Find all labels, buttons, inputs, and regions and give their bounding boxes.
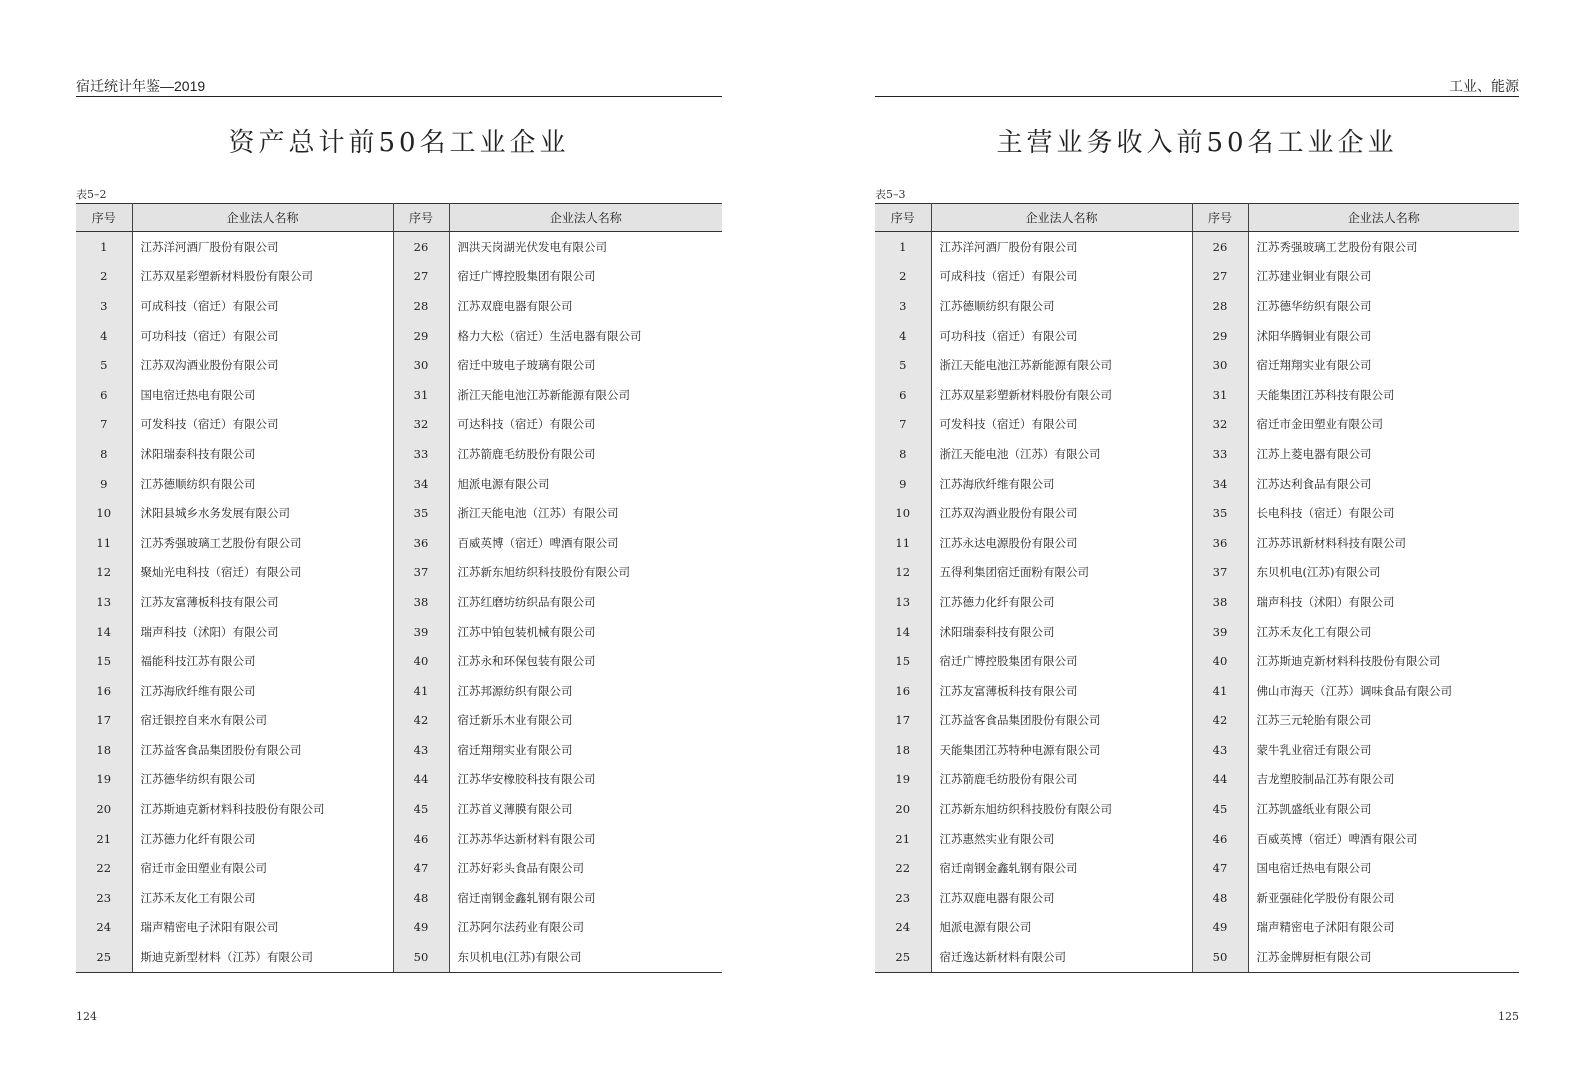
- company-name-cell: 宿迁翔翔实业有限公司: [1256, 358, 1372, 373]
- company-name-cell: 可功科技（宿迁）有限公司: [132, 321, 393, 351]
- col-header-name: 企业法人名称: [132, 204, 393, 232]
- rank-cell: 12: [875, 558, 931, 588]
- rank-cell: 10: [76, 498, 132, 528]
- company-name-cell: 宿迁逸达新材料有限公司: [931, 942, 1192, 972]
- rank-cell: 6: [875, 380, 931, 410]
- col-header-name: 企业法人名称: [449, 204, 722, 232]
- rank-cell: 17: [875, 706, 931, 736]
- table-row: [76, 617, 722, 647]
- rank-cell: 1: [76, 232, 132, 262]
- company-name-cell: 五得利集团宿迁面粉有限公司: [931, 558, 1192, 588]
- company-name-cell: 可成科技（宿迁）有限公司: [132, 291, 393, 321]
- company-name-cell: 福能科技江苏有限公司: [132, 646, 393, 676]
- company-name-cell: 沭阳瑞泰科技有限公司: [132, 439, 393, 469]
- rank-cell: 29: [393, 321, 449, 351]
- left-page: [76, 0, 722, 1077]
- company-name-cell: 江苏双沟酒业股份有限公司: [931, 498, 1192, 528]
- rank-cell: 31: [1192, 380, 1248, 410]
- table-row: [76, 291, 722, 321]
- company-name-cell: 江苏德顺纺织有限公司: [132, 469, 393, 499]
- rank-cell: 23: [76, 883, 132, 913]
- company-name-cell: 江苏德顺纺织有限公司: [931, 291, 1192, 321]
- table-row: [875, 469, 1519, 499]
- company-name-cell: 可发科技（宿迁）有限公司: [132, 410, 393, 440]
- rank-cell: 49: [393, 913, 449, 943]
- company-name-cell: 江苏秀强玻璃工艺股份有限公司: [132, 528, 393, 558]
- company-name-cell: 旭派电源有限公司: [931, 913, 1192, 943]
- table-row: [875, 558, 1519, 588]
- rank-cell: 37: [1192, 558, 1248, 588]
- company-name-cell: 江苏三元轮胎有限公司: [1256, 713, 1372, 728]
- rank-cell: 8: [76, 439, 132, 469]
- company-name-cell: 东贝机电(江苏)有限公司: [1256, 565, 1381, 580]
- col-header-rank: 序号: [1192, 204, 1248, 232]
- company-name-cell: 江苏德力化纤有限公司: [931, 587, 1192, 617]
- running-head-text: 宿迁统计年鉴—2019: [76, 78, 206, 94]
- company-name-cell: 江苏华安橡胶科技有限公司: [457, 772, 596, 787]
- table-row: [76, 794, 722, 824]
- rank-cell: 2: [76, 262, 132, 292]
- rank-cell: 24: [875, 913, 931, 943]
- rank-cell: 16: [76, 676, 132, 706]
- rank-cell: 39: [393, 617, 449, 647]
- rank-cell: 42: [393, 706, 449, 736]
- rank-cell: 41: [393, 676, 449, 706]
- rank-cell: 24: [76, 913, 132, 943]
- rank-cell: 15: [875, 646, 931, 676]
- table-row: [76, 883, 722, 913]
- table-row: [875, 765, 1519, 795]
- company-name-cell: 江苏秀强玻璃工艺股份有限公司: [1256, 239, 1418, 254]
- rank-cell: 21: [76, 824, 132, 854]
- table-row: [875, 498, 1519, 528]
- running-head: [875, 76, 1519, 96]
- rank-cell: 5: [76, 350, 132, 380]
- company-name-cell: 宿迁市金田塑业有限公司: [1256, 417, 1383, 432]
- table-row: [76, 380, 722, 410]
- rank-cell: 30: [393, 350, 449, 380]
- table-row: [875, 291, 1519, 321]
- rank-cell: 31: [393, 380, 449, 410]
- company-name-cell: 泗洪天岗湖光伏发电有限公司: [457, 239, 607, 254]
- rank-cell: 49: [1192, 913, 1248, 943]
- rank-cell: 25: [76, 942, 132, 972]
- company-name-cell: 国电宿迁热电有限公司: [1256, 861, 1372, 876]
- table-body: [76, 232, 722, 973]
- company-name-cell: 瑞声精密电子沭阳有限公司: [1256, 920, 1395, 935]
- company-name-cell: 沭阳华腾铜业有限公司: [1256, 328, 1372, 343]
- company-name-cell: 长电科技（宿迁）有限公司: [1256, 506, 1395, 521]
- company-name-cell: 可功科技（宿迁）有限公司: [931, 321, 1192, 351]
- company-name-cell: 江苏永和环保包装有限公司: [457, 654, 596, 669]
- rank-cell: 46: [393, 824, 449, 854]
- table-body: [875, 232, 1519, 973]
- company-name-cell: 江苏达利食品有限公司: [1256, 476, 1372, 491]
- company-name-cell: 江苏中铂包装机械有限公司: [457, 624, 596, 639]
- rank-cell: 11: [875, 528, 931, 558]
- table-row: [875, 646, 1519, 676]
- table-row: [76, 853, 722, 883]
- company-name-cell: 江苏凯盛纸业有限公司: [1256, 802, 1372, 817]
- rank-cell: 38: [1192, 587, 1248, 617]
- rank-cell: 39: [1192, 617, 1248, 647]
- rank-cell: 8: [875, 439, 931, 469]
- table-row: [875, 706, 1519, 736]
- table-row: [875, 380, 1519, 410]
- table-header-row: [76, 204, 722, 232]
- rank-cell: 43: [1192, 735, 1248, 765]
- company-name-cell: 沭阳瑞泰科技有限公司: [931, 617, 1192, 647]
- rank-cell: 38: [393, 587, 449, 617]
- rank-cell: 10: [875, 498, 931, 528]
- rank-cell: 3: [76, 291, 132, 321]
- company-name-cell: 可达科技（宿迁）有限公司: [457, 417, 596, 432]
- company-name-cell: 江苏禾友化工有限公司: [1256, 624, 1372, 639]
- table-row: [76, 942, 722, 972]
- rank-cell: 28: [1192, 291, 1248, 321]
- table-row: [76, 676, 722, 706]
- company-name-cell: 浙江天能电池（江苏）有限公司: [457, 506, 619, 521]
- rank-cell: 47: [1192, 853, 1248, 883]
- table-row: [76, 321, 722, 351]
- rank-cell: 23: [875, 883, 931, 913]
- page-number: 125: [1498, 1010, 1519, 1023]
- company-name-cell: 可发科技（宿迁）有限公司: [931, 410, 1192, 440]
- rank-cell: 16: [875, 676, 931, 706]
- rank-cell: 4: [875, 321, 931, 351]
- company-name-cell: 江苏箭鹿毛纺股份有限公司: [931, 765, 1192, 795]
- rank-cell: 20: [875, 794, 931, 824]
- company-name-cell: 浙江天能电池江苏新能源有限公司: [457, 387, 630, 402]
- running-head: [76, 76, 722, 96]
- rank-cell: 27: [1192, 262, 1248, 292]
- rank-cell: 14: [875, 617, 931, 647]
- rank-cell: 19: [76, 765, 132, 795]
- rank-cell: 50: [393, 942, 449, 972]
- company-name-cell: 宿迁翔翔实业有限公司: [457, 742, 573, 757]
- rank-cell: 36: [393, 528, 449, 558]
- table-row: [76, 735, 722, 765]
- table-row: [76, 646, 722, 676]
- company-name-cell: 瑞声科技（沭阳）有限公司: [1256, 594, 1395, 609]
- header-rule: [76, 96, 722, 97]
- rank-cell: 20: [76, 794, 132, 824]
- rank-cell: 32: [1192, 410, 1248, 440]
- table-row: [76, 232, 722, 262]
- company-name-cell: 江苏双星彩塑新材料股份有限公司: [132, 262, 393, 292]
- company-name-cell: 江苏德力化纤有限公司: [132, 824, 393, 854]
- rank-cell: 9: [875, 469, 931, 499]
- company-name-cell: 浙江天能电池江苏新能源有限公司: [931, 350, 1192, 380]
- company-name-cell: 江苏友富薄板科技有限公司: [931, 676, 1192, 706]
- rank-cell: 50: [1192, 942, 1248, 972]
- company-name-cell: 江苏新东旭纺织科技股份有限公司: [931, 794, 1192, 824]
- rank-cell: 25: [875, 942, 931, 972]
- rank-cell: 44: [1192, 765, 1248, 795]
- table-header-row: [875, 204, 1519, 232]
- rank-cell: 26: [1192, 232, 1248, 262]
- company-name-cell: 百威英博（宿迁）啤酒有限公司: [457, 535, 619, 550]
- table-row: [76, 824, 722, 854]
- company-name-cell: 江苏上菱电器有限公司: [1256, 446, 1372, 461]
- company-name-cell: 蒙牛乳业宿迁有限公司: [1256, 742, 1372, 757]
- company-name-cell: 江苏友富薄板科技有限公司: [132, 587, 393, 617]
- table-row: [76, 558, 722, 588]
- rank-cell: 29: [1192, 321, 1248, 351]
- table-row: [76, 439, 722, 469]
- rank-cell: 4: [76, 321, 132, 351]
- rank-cell: 28: [393, 291, 449, 321]
- table-row: [875, 350, 1519, 380]
- company-name-cell: 宿迁广博控股集团有限公司: [457, 269, 596, 284]
- company-name-cell: 江苏惠然实业有限公司: [931, 824, 1192, 854]
- rank-cell: 41: [1192, 676, 1248, 706]
- rank-cell: 18: [76, 735, 132, 765]
- company-name-cell: 江苏建业铜业有限公司: [1256, 269, 1372, 284]
- company-name-cell: 佛山市海天（江苏）调味食品有限公司: [1256, 683, 1452, 698]
- company-name-cell: 江苏苏华达新材料有限公司: [457, 831, 596, 846]
- table-label: 表5–3: [875, 188, 906, 201]
- rank-cell: 6: [76, 380, 132, 410]
- rank-cell: 17: [76, 706, 132, 736]
- rank-cell: 7: [875, 410, 931, 440]
- enterprise-table: [875, 203, 1519, 973]
- rank-cell: 44: [393, 765, 449, 795]
- rank-cell: 27: [393, 262, 449, 292]
- rank-cell: 33: [393, 439, 449, 469]
- rank-cell: 47: [393, 853, 449, 883]
- table-row: [875, 321, 1519, 351]
- company-name-cell: 宿迁南钢金鑫轧钢有限公司: [457, 890, 596, 905]
- table-row: [875, 617, 1519, 647]
- rank-cell: 22: [875, 853, 931, 883]
- page-title: 主营业务收入前50名工业企业: [996, 128, 1398, 158]
- table-row: [76, 262, 722, 292]
- table-row: [76, 587, 722, 617]
- table-label: 表5–2: [76, 188, 107, 201]
- company-name-cell: 江苏金牌厨柜有限公司: [1248, 942, 1519, 972]
- rank-cell: 48: [1192, 883, 1248, 913]
- table-row: [76, 410, 722, 440]
- rank-cell: 37: [393, 558, 449, 588]
- company-name-cell: 江苏双星彩塑新材料股份有限公司: [931, 380, 1192, 410]
- company-name-cell: 宿迁南钢金鑫轧钢有限公司: [931, 853, 1192, 883]
- table-row: [875, 262, 1519, 292]
- rank-cell: 34: [1192, 469, 1248, 499]
- table-row: [875, 232, 1519, 262]
- rank-cell: 1: [875, 232, 931, 262]
- company-name-cell: 国电宿迁热电有限公司: [132, 380, 393, 410]
- company-name-cell: 江苏益客食品集团股份有限公司: [132, 735, 393, 765]
- table-row: [875, 824, 1519, 854]
- rank-cell: 42: [1192, 706, 1248, 736]
- company-name-cell: 江苏益客食品集团股份有限公司: [931, 706, 1192, 736]
- table-row: [875, 735, 1519, 765]
- company-name-cell: 浙江天能电池（江苏）有限公司: [931, 439, 1192, 469]
- table-row: [76, 765, 722, 795]
- rank-cell: 11: [76, 528, 132, 558]
- page-title: 资产总计前50名工业企业: [228, 128, 570, 158]
- company-name-cell: 新亚强硅化学股份有限公司: [1256, 890, 1395, 905]
- rank-cell: 36: [1192, 528, 1248, 558]
- rank-cell: 21: [875, 824, 931, 854]
- table-row: [875, 794, 1519, 824]
- company-name-cell: 瑞声科技（沭阳）有限公司: [132, 617, 393, 647]
- rank-cell: 15: [76, 646, 132, 676]
- rank-cell: 9: [76, 469, 132, 499]
- rank-cell: 12: [76, 558, 132, 588]
- rank-cell: 26: [393, 232, 449, 262]
- company-name-cell: 江苏双鹿电器有限公司: [457, 298, 573, 313]
- company-name-cell: 江苏海欣纤维有限公司: [931, 469, 1192, 499]
- company-name-cell: 江苏洋河酒厂股份有限公司: [931, 232, 1192, 262]
- company-name-cell: 江苏箭鹿毛纺股份有限公司: [457, 446, 596, 461]
- company-name-cell: 江苏新东旭纺织科技股份有限公司: [457, 565, 630, 580]
- company-name-cell: 旭派电源有限公司: [457, 476, 550, 491]
- company-name-cell: 宿迁新乐木业有限公司: [457, 713, 573, 728]
- page-number: 124: [76, 1010, 97, 1023]
- rank-cell: 13: [875, 587, 931, 617]
- company-name-cell: 可成科技（宿迁）有限公司: [931, 262, 1192, 292]
- table-row: [76, 350, 722, 380]
- table-row: [875, 853, 1519, 883]
- company-name-cell: 江苏海欣纤维有限公司: [132, 676, 393, 706]
- company-name-cell: 天能集团江苏科技有限公司: [1256, 387, 1395, 402]
- rank-cell: 5: [875, 350, 931, 380]
- company-name-cell: 宿迁市金田塑业有限公司: [132, 853, 393, 883]
- company-name-cell: 宿迁广博控股集团有限公司: [931, 646, 1192, 676]
- rank-cell: 46: [1192, 824, 1248, 854]
- table-row: [875, 439, 1519, 469]
- company-name-cell: 江苏双鹿电器有限公司: [931, 883, 1192, 913]
- company-name-cell: 聚灿光电科技（宿迁）有限公司: [132, 558, 393, 588]
- table-row: [875, 942, 1519, 972]
- rank-cell: 35: [393, 498, 449, 528]
- company-name-cell: 瑞声精密电子沭阳有限公司: [132, 913, 393, 943]
- right-page: [875, 0, 1519, 1077]
- company-name-cell: 沭阳县城乡水务发展有限公司: [132, 498, 393, 528]
- rank-cell: 43: [393, 735, 449, 765]
- table-row: [76, 528, 722, 558]
- table-row: [76, 469, 722, 499]
- company-name-cell: 江苏首义薄膜有限公司: [457, 802, 573, 817]
- rank-cell: 33: [1192, 439, 1248, 469]
- rank-cell: 40: [1192, 646, 1248, 676]
- rank-cell: 18: [875, 735, 931, 765]
- rank-cell: 34: [393, 469, 449, 499]
- rank-cell: 14: [76, 617, 132, 647]
- table-row: [875, 676, 1519, 706]
- company-name-cell: 江苏苏讯新材料科技有限公司: [1256, 535, 1406, 550]
- company-name-cell: 江苏德华纺织有限公司: [132, 765, 393, 795]
- table-row: [76, 706, 722, 736]
- company-name-cell: 江苏德华纺织有限公司: [1256, 298, 1372, 313]
- rank-cell: 22: [76, 853, 132, 883]
- company-name-cell: 江苏双沟酒业股份有限公司: [132, 350, 393, 380]
- company-name-cell: 格力大松（宿迁）生活电器有限公司: [457, 328, 642, 343]
- company-name-cell: 吉龙塑胶制品江苏有限公司: [1256, 772, 1395, 787]
- company-name-cell: 江苏好彩头食品有限公司: [457, 861, 584, 876]
- table-row: [875, 913, 1519, 943]
- table-row: [875, 410, 1519, 440]
- company-name-cell: 江苏阿尔法药业有限公司: [457, 920, 584, 935]
- rank-cell: 2: [875, 262, 931, 292]
- col-header-name: 企业法人名称: [931, 204, 1192, 232]
- col-header-rank: 序号: [875, 204, 931, 232]
- company-name-cell: 江苏洋河酒厂股份有限公司: [132, 232, 393, 262]
- company-name-cell: 江苏邦源纺织有限公司: [457, 683, 573, 698]
- table-row: [875, 883, 1519, 913]
- running-head-text: 工业、能源: [1449, 78, 1519, 94]
- enterprise-table: [76, 203, 722, 973]
- rank-cell: 3: [875, 291, 931, 321]
- col-header-rank: 序号: [393, 204, 449, 232]
- company-name-cell: 天能集团江苏特种电源有限公司: [931, 735, 1192, 765]
- company-name-cell: 江苏斯迪克新材料科技股份有限公司: [1256, 654, 1441, 669]
- rank-cell: 19: [875, 765, 931, 795]
- col-header-name: 企业法人名称: [1248, 204, 1519, 232]
- table-row: [875, 587, 1519, 617]
- company-name-cell: 宿迁银控自来水有限公司: [132, 706, 393, 736]
- rank-cell: 40: [393, 646, 449, 676]
- rank-cell: 35: [1192, 498, 1248, 528]
- rank-cell: 32: [393, 410, 449, 440]
- table-row: [76, 498, 722, 528]
- company-name-cell: 斯迪克新型材料（江苏）有限公司: [132, 942, 393, 972]
- header-rule: [875, 96, 1519, 97]
- company-name-cell: 江苏斯迪克新材料科技股份有限公司: [132, 794, 393, 824]
- company-name-cell: 江苏永达电源股份有限公司: [931, 528, 1192, 558]
- table-row: [875, 528, 1519, 558]
- rank-cell: 48: [393, 883, 449, 913]
- rank-cell: 13: [76, 587, 132, 617]
- company-name-cell: 宿迁中玻电子玻璃有限公司: [457, 358, 596, 373]
- table-row: [76, 913, 722, 943]
- company-name-cell: 江苏红磨坊纺织品有限公司: [457, 594, 596, 609]
- rank-cell: 7: [76, 410, 132, 440]
- rank-cell: 30: [1192, 350, 1248, 380]
- col-header-rank: 序号: [76, 204, 132, 232]
- company-name-cell: 百威英博（宿迁）啤酒有限公司: [1256, 831, 1418, 846]
- company-name-cell: 东贝机电(江苏)有限公司: [449, 942, 722, 972]
- rank-cell: 45: [1192, 794, 1248, 824]
- rank-cell: 45: [393, 794, 449, 824]
- company-name-cell: 江苏禾友化工有限公司: [132, 883, 393, 913]
